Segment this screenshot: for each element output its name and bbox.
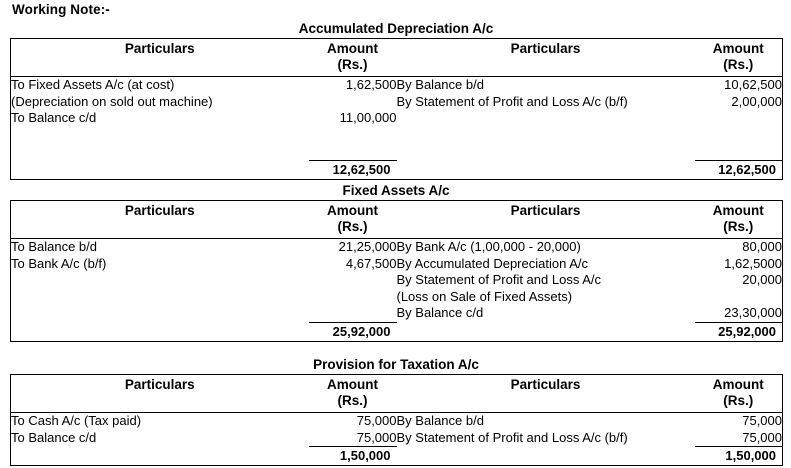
header-amount-credit <box>695 375 783 413</box>
entry-line: (Loss on Sale of Fixed Assets) <box>396 288 573 304</box>
cell-total-label-credit <box>397 447 695 466</box>
header-amount-debit <box>309 39 397 77</box>
amount-line: 75,000 <box>742 413 782 428</box>
header-amount-credit <box>695 39 783 77</box>
cell-amount-debit <box>309 77 397 161</box>
entry-line: To Cash A/c (Tax paid) <box>11 413 142 428</box>
header-particulars-debit: Particulars <box>11 201 309 239</box>
table-total-row <box>11 160 783 179</box>
ledger-table-accumulated-depreciation <box>10 38 783 180</box>
working-note-heading: Working Note:- <box>12 2 110 17</box>
header-amount-unit: (Rs.) <box>337 393 368 408</box>
table-body-row <box>11 77 783 161</box>
cell-particulars-debit <box>11 77 309 161</box>
header-amount-credit <box>695 201 783 239</box>
amount-line: 75,000 <box>356 429 397 445</box>
table-header-row <box>11 201 783 239</box>
header-amount-label: Amount <box>327 203 378 218</box>
entry-line: By Statement of Profit and Loss A/c (b/f) <box>396 93 628 109</box>
amount-line: 75,000 <box>742 429 782 445</box>
ledger-table-provision-for-taxation <box>10 374 783 466</box>
cell-amount-debit <box>309 413 397 447</box>
amount-line: 21,25,000 <box>338 239 397 254</box>
cell-total-label-debit <box>11 160 309 179</box>
entry-line: By Statement of Profit and Loss A/c (b/f) <box>396 429 628 445</box>
entry-line: By Balance b/d <box>396 413 484 428</box>
entry-line: To Balance c/d <box>11 110 97 125</box>
header-amount-unit: (Rs.) <box>723 57 754 72</box>
table-body-row <box>11 239 783 323</box>
cell-amount-debit <box>309 239 397 323</box>
table-total-row <box>11 447 783 466</box>
account-block-accumulated-depreciation <box>10 20 782 180</box>
amount-line: 75,000 <box>356 413 397 428</box>
ledger-table-fixed-assets <box>10 200 783 342</box>
amount-line: 2,00,000 <box>731 93 782 109</box>
entry-line: To Fixed Assets A/c (at cost) <box>11 77 175 92</box>
account-title: Provision for Taxation A/c <box>313 357 479 372</box>
cell-total-label-credit <box>397 322 695 341</box>
cell-amount-credit <box>695 77 783 161</box>
amount-line: 20,000 <box>742 272 782 287</box>
header-particulars-debit: Particulars <box>11 375 309 413</box>
entry-line: (Depreciation on sold out machine) <box>11 93 213 109</box>
header-particulars-credit: Particulars <box>397 201 695 239</box>
cell-total-credit: 12,62,500 <box>695 160 783 179</box>
cell-particulars-credit <box>397 77 695 161</box>
amount-line: 80,000 <box>742 239 782 254</box>
entry-line: To Balance c/d <box>11 429 97 445</box>
cell-amount-credit <box>695 239 783 323</box>
cell-total-debit: 1,50,000 <box>309 447 397 466</box>
amount-line: 1,62,5000 <box>724 255 782 271</box>
entry-line: By Balance b/d <box>396 77 484 92</box>
account-block-provision-for-taxation <box>10 356 782 466</box>
amount-line <box>695 110 783 127</box>
header-particulars-credit: Particulars <box>397 39 695 77</box>
entry-line: By Bank A/c (1,00,000 - 20,000) <box>396 239 581 254</box>
amount-line: 23,30,000 <box>724 305 782 320</box>
cell-total-label-debit <box>11 322 309 341</box>
header-amount-unit: (Rs.) <box>723 393 754 408</box>
amount-line <box>309 94 397 111</box>
header-amount-label: Amount <box>712 203 764 218</box>
cell-particulars-credit <box>397 413 695 447</box>
amount-line: 1,62,500 <box>345 77 397 92</box>
cell-total-credit: 1,50,000 <box>695 447 783 466</box>
account-block-fixed-assets <box>10 182 782 342</box>
header-amount-label: Amount <box>327 377 378 392</box>
table-body-row <box>11 413 783 447</box>
amount-line: 4,67,500 <box>345 255 397 271</box>
amount-line: 11,00,000 <box>339 110 397 125</box>
cell-amount-credit <box>695 413 783 447</box>
cell-particulars-debit <box>11 239 309 323</box>
table-header-row <box>11 39 783 77</box>
entry-line: By Balance c/d <box>396 305 484 320</box>
cell-particulars-debit <box>11 413 309 447</box>
header-amount-unit: (Rs.) <box>723 219 754 234</box>
cell-total-debit: 25,92,000 <box>309 322 397 341</box>
header-amount-debit <box>309 201 397 239</box>
header-amount-label: Amount <box>327 41 378 56</box>
table-header-row <box>11 375 783 413</box>
cell-total-credit: 25,92,000 <box>695 322 783 341</box>
amount-line: 10,62,500 <box>724 77 782 92</box>
header-particulars-debit: Particulars <box>11 39 309 77</box>
header-amount-label: Amount <box>712 377 764 392</box>
cell-total-label-credit <box>397 160 695 179</box>
header-amount-unit: (Rs.) <box>337 219 368 234</box>
entry-line: By Statement of Profit and Loss A/c <box>396 272 601 287</box>
cell-particulars-credit <box>397 239 695 323</box>
cell-total-label-debit <box>11 447 309 466</box>
cell-total-debit: 12,62,500 <box>309 160 397 179</box>
entry-line: To Balance b/d <box>11 239 98 254</box>
header-amount-unit: (Rs.) <box>337 57 368 72</box>
entry-line: To Bank A/c (b/f) <box>11 255 107 271</box>
table-total-row <box>11 322 783 341</box>
header-amount-debit <box>309 375 397 413</box>
entry-line <box>397 110 695 127</box>
header-amount-label: Amount <box>712 41 764 56</box>
header-particulars-credit: Particulars <box>397 375 695 413</box>
entry-line: By Accumulated Depreciation A/c <box>396 255 588 271</box>
account-title: Accumulated Depreciation A/c <box>298 21 494 36</box>
account-title: Fixed Assets A/c <box>342 183 450 198</box>
